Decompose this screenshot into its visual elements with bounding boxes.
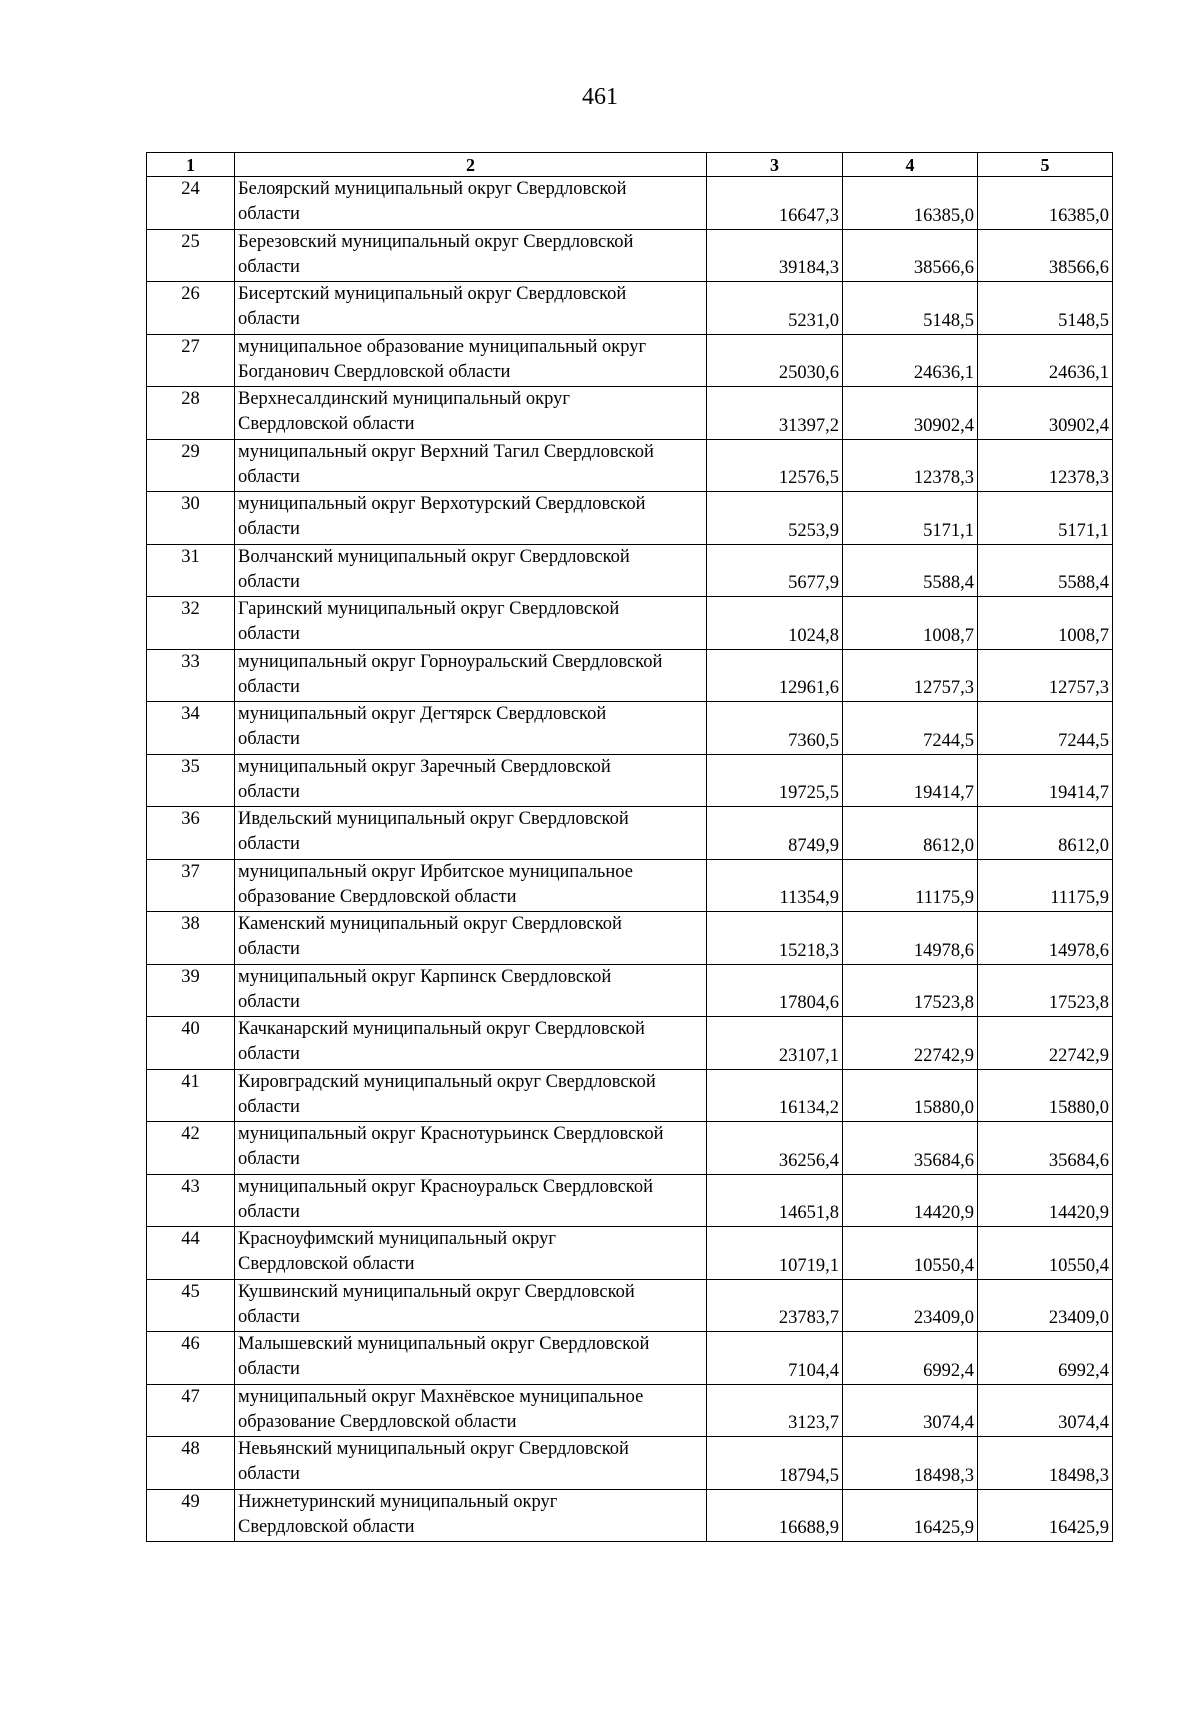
row-number: 39 bbox=[147, 964, 235, 1017]
row-number: 48 bbox=[147, 1437, 235, 1490]
table-header-row bbox=[147, 153, 1113, 177]
value-column-3: 16134,2 bbox=[707, 1069, 843, 1122]
value-column-4: 15880,0 bbox=[843, 1069, 978, 1122]
row-number: 36 bbox=[147, 807, 235, 860]
value-column-4: 7244,5 bbox=[843, 702, 978, 755]
value-column-5: 16385,0 bbox=[978, 177, 1113, 230]
municipality-name-line-2: области bbox=[238, 624, 300, 644]
row-number: 44 bbox=[147, 1227, 235, 1280]
municipality-name-line-1: муниципальный округ Верхотурский Свердловской bbox=[238, 494, 646, 514]
municipality-name bbox=[235, 1227, 707, 1280]
table-row bbox=[147, 702, 1113, 755]
row-number: 37 bbox=[147, 859, 235, 912]
value-column-5: 22742,9 bbox=[978, 1017, 1113, 1070]
municipality-name bbox=[235, 1174, 707, 1227]
municipality-name-line-1: Гаринский муниципальный округ Свердловской bbox=[238, 599, 620, 619]
row-number: 29 bbox=[147, 439, 235, 492]
municipality-name-line-2: области bbox=[238, 991, 300, 1012]
column-header-1: 1 bbox=[147, 153, 235, 177]
municipality-name bbox=[235, 1279, 707, 1332]
value-column-5: 14420,9 bbox=[978, 1174, 1113, 1227]
row-number: 27 bbox=[147, 334, 235, 387]
table-row bbox=[147, 1227, 1113, 1280]
value-column-4: 38566,6 bbox=[843, 229, 978, 282]
municipality-name bbox=[235, 282, 707, 335]
value-column-4: 5588,4 bbox=[843, 544, 978, 597]
municipality-name-line-1: Бисертский муниципальный округ Свердловской bbox=[238, 284, 627, 304]
table-row bbox=[147, 1332, 1113, 1385]
value-column-4: 23409,0 bbox=[843, 1279, 978, 1332]
municipality-name-line-1: муниципальный округ Дегтярск Свердловской bbox=[238, 704, 607, 724]
value-column-4: 5171,1 bbox=[843, 492, 978, 545]
value-column-5: 1008,7 bbox=[978, 597, 1113, 650]
column-header-5: 5 bbox=[978, 153, 1113, 177]
municipality-name-line-1: Качканарский муниципальный округ Свердловской bbox=[238, 1019, 645, 1039]
value-column-4: 35684,6 bbox=[843, 1122, 978, 1175]
table-row bbox=[147, 807, 1113, 860]
value-column-4: 14978,6 bbox=[843, 912, 978, 965]
value-column-5: 12378,3 bbox=[978, 439, 1113, 492]
municipality-name-line-2: области bbox=[238, 1096, 300, 1117]
municipality-name-line-1: муниципальный округ Краснотурьинск Свердловской bbox=[238, 1124, 664, 1144]
municipality-name-line-2: области bbox=[238, 729, 300, 749]
value-column-5: 14978,6 bbox=[978, 912, 1113, 965]
municipality-name-line-2: Свердловской области bbox=[238, 1254, 415, 1274]
municipality-name-line-1: муниципальный округ Горноуральский Свердловской bbox=[238, 651, 663, 672]
municipality-name bbox=[235, 387, 707, 440]
row-number: 24 bbox=[147, 177, 235, 230]
municipality-name bbox=[235, 1437, 707, 1490]
municipality-name-line-2: Богданович Свердловской области bbox=[238, 361, 511, 382]
value-column-4: 30902,4 bbox=[843, 387, 978, 440]
municipality-name bbox=[235, 649, 707, 702]
value-column-4: 14420,9 bbox=[843, 1174, 978, 1227]
value-column-3: 16688,9 bbox=[707, 1489, 843, 1542]
municipality-name-line-1: муниципальный округ Верхний Тагил Свердловской bbox=[238, 441, 654, 462]
value-column-4: 1008,7 bbox=[843, 597, 978, 650]
municipality-name-line-2: области bbox=[238, 466, 300, 487]
value-column-4: 24636,1 bbox=[843, 334, 978, 387]
value-column-5: 30902,4 bbox=[978, 387, 1113, 440]
municipality-name-line-1: муниципальное образование муниципальный округ bbox=[238, 336, 647, 357]
table-row bbox=[147, 649, 1113, 702]
value-column-3: 12576,5 bbox=[707, 439, 843, 492]
value-column-4: 12757,3 bbox=[843, 649, 978, 702]
value-column-3: 7360,5 bbox=[707, 702, 843, 755]
municipality-name-line-1: Кушвинский муниципальный округ Свердловской bbox=[238, 1281, 635, 1302]
value-column-3: 8749,9 bbox=[707, 807, 843, 860]
page-number: 461 bbox=[582, 84, 618, 110]
value-column-4: 19414,7 bbox=[843, 754, 978, 807]
value-column-4: 12378,3 bbox=[843, 439, 978, 492]
column-header-4: 4 bbox=[843, 153, 978, 177]
value-column-3: 16647,3 bbox=[707, 177, 843, 230]
value-column-5: 15880,0 bbox=[978, 1069, 1113, 1122]
row-number: 41 bbox=[147, 1069, 235, 1122]
table-row bbox=[147, 282, 1113, 335]
value-column-3: 5231,0 bbox=[707, 282, 843, 335]
row-number: 38 bbox=[147, 912, 235, 965]
table-row bbox=[147, 964, 1113, 1017]
table-row bbox=[147, 1174, 1113, 1227]
table-row bbox=[147, 1489, 1113, 1542]
value-column-4: 11175,9 bbox=[843, 859, 978, 912]
table-row bbox=[147, 912, 1113, 965]
value-column-4: 16385,0 bbox=[843, 177, 978, 230]
municipality-name-line-1: Каменский муниципальный округ Свердловской bbox=[238, 914, 622, 934]
row-number: 26 bbox=[147, 282, 235, 335]
value-column-3: 10719,1 bbox=[707, 1227, 843, 1280]
municipality-name-line-1: муниципальный округ Красноуральск Свердловской bbox=[238, 1176, 654, 1197]
municipality-name bbox=[235, 807, 707, 860]
table-row bbox=[147, 1069, 1113, 1122]
column-header-2: 2 bbox=[235, 153, 707, 177]
table-row bbox=[147, 1384, 1113, 1437]
row-number: 34 bbox=[147, 702, 235, 755]
municipality-name-line-2: области bbox=[238, 519, 300, 539]
value-column-3: 31397,2 bbox=[707, 387, 843, 440]
municipality-name bbox=[235, 964, 707, 1017]
municipality-name-line-2: области bbox=[238, 1044, 300, 1064]
table-row bbox=[147, 229, 1113, 282]
table-row bbox=[147, 334, 1113, 387]
row-number: 46 bbox=[147, 1332, 235, 1385]
row-number: 45 bbox=[147, 1279, 235, 1332]
value-column-4: 16425,9 bbox=[843, 1489, 978, 1542]
value-column-5: 8612,0 bbox=[978, 807, 1113, 860]
row-number: 49 bbox=[147, 1489, 235, 1542]
value-column-3: 3123,7 bbox=[707, 1384, 843, 1437]
value-column-3: 19725,5 bbox=[707, 754, 843, 807]
municipality-name bbox=[235, 912, 707, 965]
value-column-3: 1024,8 bbox=[707, 597, 843, 650]
value-column-3: 36256,4 bbox=[707, 1122, 843, 1175]
municipality-name bbox=[235, 1017, 707, 1070]
municipality-name bbox=[235, 597, 707, 650]
value-column-3: 5677,9 bbox=[707, 544, 843, 597]
municipality-name-line-2: образование Свердловской области bbox=[238, 1411, 517, 1432]
value-column-4: 18498,3 bbox=[843, 1437, 978, 1490]
municipality-name-line-2: области bbox=[238, 1306, 300, 1327]
municipality-name-line-1: Ивдельский муниципальный округ Свердловской bbox=[238, 809, 629, 829]
value-column-3: 14651,8 bbox=[707, 1174, 843, 1227]
municipality-name-line-2: области bbox=[238, 1464, 300, 1484]
table-row bbox=[147, 544, 1113, 597]
value-column-3: 25030,6 bbox=[707, 334, 843, 387]
municipality-name-line-2: области bbox=[238, 939, 300, 959]
value-column-3: 7104,4 bbox=[707, 1332, 843, 1385]
municipality-name-line-1: муниципальный округ Карпинск Свердловской bbox=[238, 966, 612, 987]
municipality-name bbox=[235, 334, 707, 387]
row-number: 43 bbox=[147, 1174, 235, 1227]
municipality-name-line-2: области bbox=[238, 781, 300, 802]
table-row bbox=[147, 387, 1113, 440]
table-row bbox=[147, 1017, 1113, 1070]
value-column-5: 11175,9 bbox=[978, 859, 1113, 912]
value-column-5: 19414,7 bbox=[978, 754, 1113, 807]
value-column-4: 17523,8 bbox=[843, 964, 978, 1017]
municipality-name-line-1: Невьянский муниципальный округ Свердловской bbox=[238, 1439, 629, 1459]
municipality-name bbox=[235, 754, 707, 807]
municipality-name-line-2: области bbox=[238, 1201, 300, 1222]
column-header-3: 3 bbox=[707, 153, 843, 177]
row-number: 28 bbox=[147, 387, 235, 440]
value-column-3: 18794,5 bbox=[707, 1437, 843, 1490]
municipality-name-line-2: Свердловской области bbox=[238, 1516, 415, 1537]
value-column-5: 3074,4 bbox=[978, 1384, 1113, 1437]
municipality-name-line-1: муниципальный округ Ирбитское муниципальное bbox=[238, 861, 633, 882]
value-column-5: 38566,6 bbox=[978, 229, 1113, 282]
value-column-3: 23107,1 bbox=[707, 1017, 843, 1070]
value-column-5: 6992,4 bbox=[978, 1332, 1113, 1385]
municipality-name-line-1: муниципальный округ Махнёвское муниципальное bbox=[238, 1386, 644, 1407]
municipality-name-line-1: Верхнесалдинский муниципальный округ bbox=[238, 389, 570, 409]
municipality-name-line-1: Красноуфимский муниципальный округ bbox=[238, 1229, 556, 1249]
value-column-3: 11354,9 bbox=[707, 859, 843, 912]
row-number: 33 bbox=[147, 649, 235, 702]
municipality-name-line-2: области bbox=[238, 834, 300, 854]
row-number: 42 bbox=[147, 1122, 235, 1175]
row-number: 47 bbox=[147, 1384, 235, 1437]
table-row bbox=[147, 859, 1113, 912]
value-column-4: 3074,4 bbox=[843, 1384, 978, 1437]
table-row bbox=[147, 597, 1113, 650]
row-number: 25 bbox=[147, 229, 235, 282]
value-column-5: 10550,4 bbox=[978, 1227, 1113, 1280]
municipality-name bbox=[235, 1122, 707, 1175]
municipality-name-line-1: Кировградский муниципальный округ Свердловской bbox=[238, 1071, 656, 1092]
municipality-name bbox=[235, 1332, 707, 1385]
municipality-name bbox=[235, 1384, 707, 1437]
municipality-name-line-1: Нижнетуринский муниципальный округ bbox=[238, 1491, 558, 1512]
municipality-name-line-2: области bbox=[238, 1359, 300, 1379]
value-column-3: 15218,3 bbox=[707, 912, 843, 965]
municipality-name bbox=[235, 1069, 707, 1122]
value-column-5: 35684,6 bbox=[978, 1122, 1113, 1175]
value-column-4: 22742,9 bbox=[843, 1017, 978, 1070]
municipality-name-line-2: области bbox=[238, 1149, 300, 1169]
municipality-name-line-1: Белоярский муниципальный округ Свердловской bbox=[238, 179, 627, 199]
table-row bbox=[147, 754, 1113, 807]
value-column-5: 12757,3 bbox=[978, 649, 1113, 702]
municipality-name-line-2: образование Свердловской области bbox=[238, 886, 517, 907]
value-column-3: 12961,6 bbox=[707, 649, 843, 702]
value-column-5: 17523,8 bbox=[978, 964, 1113, 1017]
value-column-5: 5588,4 bbox=[978, 544, 1113, 597]
value-column-5: 23409,0 bbox=[978, 1279, 1113, 1332]
municipality-name-line-2: области bbox=[238, 676, 300, 697]
table-row bbox=[147, 177, 1113, 230]
table-row bbox=[147, 1437, 1113, 1490]
municipality-name bbox=[235, 492, 707, 545]
value-column-5: 24636,1 bbox=[978, 334, 1113, 387]
value-column-5: 16425,9 bbox=[978, 1489, 1113, 1542]
municipality-name bbox=[235, 1489, 707, 1542]
municipality-name-line-1: Малышевский муниципальный округ Свердловской bbox=[238, 1334, 650, 1354]
municipality-name-line-2: области bbox=[238, 256, 300, 277]
municipality-name-line-1: муниципальный округ Заречный Свердловской bbox=[238, 756, 611, 777]
value-column-4: 5148,5 bbox=[843, 282, 978, 335]
value-column-4: 8612,0 bbox=[843, 807, 978, 860]
value-column-4: 10550,4 bbox=[843, 1227, 978, 1280]
municipality-name-line-2: области bbox=[238, 571, 300, 592]
value-column-3: 39184,3 bbox=[707, 229, 843, 282]
value-column-5: 18498,3 bbox=[978, 1437, 1113, 1490]
value-column-5: 7244,5 bbox=[978, 702, 1113, 755]
municipality-name bbox=[235, 177, 707, 230]
row-number: 30 bbox=[147, 492, 235, 545]
municipality-name bbox=[235, 702, 707, 755]
municipality-name-line-1: Волчанский муниципальный округ Свердловской bbox=[238, 546, 630, 567]
value-column-4: 6992,4 bbox=[843, 1332, 978, 1385]
row-number: 35 bbox=[147, 754, 235, 807]
table-row bbox=[147, 1122, 1113, 1175]
value-column-3: 5253,9 bbox=[707, 492, 843, 545]
municipality-name bbox=[235, 544, 707, 597]
value-column-5: 5171,1 bbox=[978, 492, 1113, 545]
value-column-5: 5148,5 bbox=[978, 282, 1113, 335]
value-column-3: 17804,6 bbox=[707, 964, 843, 1017]
row-number: 40 bbox=[147, 1017, 235, 1070]
table-row bbox=[147, 439, 1113, 492]
municipality-name-line-1: Березовский муниципальный округ Свердловской bbox=[238, 231, 634, 252]
table-row bbox=[147, 1279, 1113, 1332]
data-table bbox=[146, 152, 1113, 1542]
table-body bbox=[147, 177, 1113, 1542]
municipality-name bbox=[235, 229, 707, 282]
row-number: 31 bbox=[147, 544, 235, 597]
municipality-name-line-2: области bbox=[238, 309, 300, 329]
row-number: 32 bbox=[147, 597, 235, 650]
municipality-name-line-2: Свердловской области bbox=[238, 414, 415, 434]
municipality-name bbox=[235, 439, 707, 492]
municipality-name bbox=[235, 859, 707, 912]
municipality-name-line-2: области bbox=[238, 204, 300, 224]
table-row bbox=[147, 492, 1113, 545]
value-column-3: 23783,7 bbox=[707, 1279, 843, 1332]
